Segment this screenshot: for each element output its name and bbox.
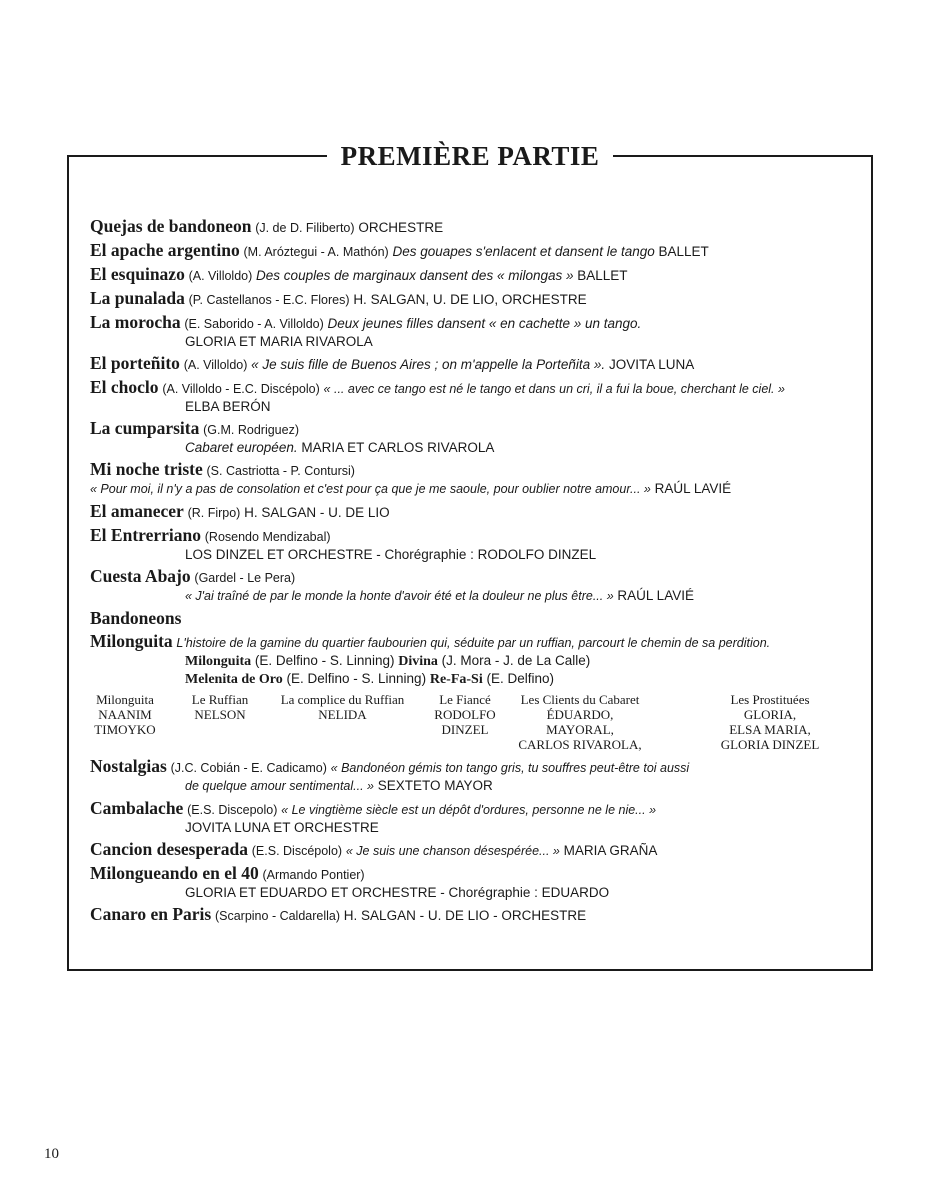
- performer: MARIA ET CARLOS RIVAROLA: [301, 440, 495, 455]
- cast-name: ELSA MARIA,: [729, 722, 811, 737]
- song-authors: (Gardel - Le Pera): [194, 571, 296, 585]
- song-authors: (J. de D. Filiberto): [255, 221, 355, 235]
- milonguita-entry: [90, 633, 870, 752]
- sub-song-authors: (E. Delfino): [486, 671, 555, 686]
- song-description: Cabaret européen.: [185, 440, 298, 455]
- song-title: Canaro en Paris: [90, 904, 212, 924]
- cast-column: [430, 692, 500, 737]
- cast-name: MAYORAL,: [546, 722, 614, 737]
- song-description: « ... avec ce tango est né le tango et dans un cri, il a fui la boue, cherchant le ciel. »: [323, 382, 785, 396]
- song-authors: (E.S. Discepolo): [187, 803, 278, 817]
- song-description: de quelque amour sentimental... »: [185, 779, 375, 793]
- program-entry: [90, 865, 870, 901]
- cast-role: Les Prostituées: [730, 692, 810, 707]
- program-entry: [90, 503, 870, 522]
- performer: LOS DINZEL ET ORCHESTRE - Chorégraphie : RODOLFO DINZEL: [185, 547, 597, 562]
- song-authors: (S. Castriotta - P. Contursi): [206, 464, 355, 478]
- song-title: La morocha: [90, 312, 181, 332]
- song-authors: (A. Villoldo - E.C. Discépolo): [162, 382, 320, 396]
- cast-table: [90, 692, 870, 752]
- program-entry: [90, 242, 870, 261]
- program-entry: [90, 568, 870, 605]
- section-title: PREMIÈRE PARTIE: [327, 141, 614, 171]
- sub-song-title: Milonguita: [185, 654, 252, 669]
- song-title: Mi noche triste: [90, 459, 203, 479]
- song-title: Cuesta Abajo: [90, 566, 191, 586]
- performer: JOVITA LUNA ET ORCHESTRE: [185, 820, 379, 835]
- cast-role: La complice du Ruffian: [280, 692, 405, 707]
- song-description: « Bandonéon gémis ton tango gris, tu souffres peut-être toi aussi: [330, 761, 690, 775]
- cast-name: GLORIA DINZEL: [720, 737, 820, 752]
- song-authors: (E.S. Discépolo): [251, 844, 343, 858]
- song-authors: (Armando Pontier): [262, 868, 365, 882]
- program-entry: [90, 218, 870, 237]
- program-entry: [90, 527, 870, 563]
- song-authors: (M. Aróztegui - A. Mathón): [243, 245, 389, 259]
- song-title: El amanecer: [90, 501, 184, 521]
- sub-song-authors: (J. Mora - J. de La Calle): [441, 653, 591, 668]
- song-title: Nostalgias: [90, 756, 167, 776]
- song-title: Cancion desesperada: [90, 839, 248, 859]
- song-description: « Le vingtième siècle est un dépôt d'ordures, personne ne le nie... »: [281, 803, 657, 817]
- song-description: Deux jeunes filles dansent « en cachette » un tango.: [327, 316, 642, 331]
- song-authors: (G.M. Rodriguez): [203, 423, 299, 437]
- song-authors: (A. Villoldo): [183, 358, 248, 372]
- sub-song-title: Re-Fa-Si: [429, 672, 483, 687]
- song-authors: (P. Castellanos - E.C. Flores): [188, 293, 350, 307]
- cast-role: Le Ruffian: [191, 692, 249, 707]
- song-title: El porteñito: [90, 353, 180, 373]
- song-title: Cambalache: [90, 798, 184, 818]
- song-title: Milonguita: [90, 631, 173, 651]
- performer: JOVITA LUNA: [608, 357, 695, 372]
- cast-role: Le Fiancé: [439, 692, 491, 707]
- song-description: Des couples de marginaux dansent des « milongas »: [256, 268, 574, 283]
- song-authors: (Scarpino - Caldarella): [214, 909, 341, 923]
- program-entry: [90, 841, 870, 860]
- cast-name: NELIDA: [318, 707, 367, 722]
- cast-name: TIMOYKO: [94, 722, 156, 737]
- song-description: « Pour moi, il n'y a pas de consolation et c'est pour ça que je me saoule, pour oublier notre amour... »: [90, 482, 651, 496]
- song-description: « Je suis fille de Buenos Aires ; on m'appelle la Porteñita ».: [251, 357, 606, 372]
- song-title: El choclo: [90, 377, 159, 397]
- song-title: La cumparsita: [90, 418, 200, 438]
- program-entry: [90, 800, 870, 836]
- performer: ORCHESTRE: [358, 220, 444, 235]
- cast-name: NAANIM: [98, 707, 152, 722]
- cast-column: [710, 692, 830, 752]
- song-description: « Je suis une chanson désespérée... »: [345, 844, 560, 858]
- song-title: El apache argentino: [90, 240, 240, 260]
- song-description: « J'ai traîné de par le monde la honte d'avoir été et la douleur ne plus être... »: [185, 589, 614, 603]
- program-entry: [90, 379, 870, 415]
- song-title: El Entrerriano: [90, 525, 201, 545]
- song-title: Bandoneons: [90, 608, 182, 628]
- program-entry: [90, 610, 870, 628]
- cast-role: Les Clients du Cabaret: [520, 692, 640, 707]
- cast-name: NELSON: [194, 707, 246, 722]
- cast-name: ÉDUARDO,: [546, 707, 614, 722]
- sub-song-title: Melenita de Oro: [185, 672, 283, 687]
- sub-song-title: Divina: [398, 654, 438, 669]
- performer: H. SALGAN - U. DE LIO: [244, 505, 390, 520]
- song-title: El esquinazo: [90, 264, 185, 284]
- performer: GLORIA ET MARIA RIVAROLA: [185, 334, 373, 349]
- song-title: Milongueando en el 40: [90, 863, 259, 883]
- cast-name: DINZEL: [441, 722, 489, 737]
- program-entry: [90, 266, 870, 285]
- performer: BALLET: [577, 268, 628, 283]
- performer: GLORIA ET EDUARDO ET ORCHESTRE - Chorégraphie : EDUARDO: [185, 885, 610, 900]
- section-title-wrap: [69, 141, 871, 172]
- song-title: Quejas de bandoneon: [90, 216, 252, 236]
- program-entry: [90, 355, 870, 374]
- program-entry: [90, 758, 870, 795]
- performer: MARIA GRAÑA: [563, 843, 658, 858]
- performer: ELBA BERÓN: [185, 399, 271, 414]
- song-title: La punalada: [90, 288, 185, 308]
- performer: H. SALGAN, U. DE LIO, ORCHESTRE: [353, 292, 587, 307]
- cast-name: RODOLFO: [434, 707, 496, 722]
- cast-column: [90, 692, 160, 737]
- song-description: Des gouapes s'enlacent et dansent le tango: [392, 244, 655, 259]
- program-list: [90, 218, 870, 930]
- performer: SEXTETO MAYOR: [377, 778, 493, 793]
- cast-column: [510, 692, 650, 752]
- song-authors: (R. Firpo): [187, 506, 241, 520]
- song-authors: (J.C. Cobián - E. Cadicamo): [170, 761, 327, 775]
- program-entry: [90, 461, 870, 498]
- program-entry: [90, 290, 870, 309]
- performer: H. SALGAN - U. DE LIO - ORCHESTRE: [343, 908, 587, 923]
- performer: RAÚL LAVIÉ: [654, 481, 732, 496]
- performer: BALLET: [658, 244, 709, 259]
- page-number: 10: [44, 1146, 59, 1162]
- cast-name: CARLOS RIVAROLA,: [518, 737, 642, 752]
- program-entry: [90, 314, 870, 350]
- sub-song-authors: (E. Delfino - S. Linning): [286, 671, 427, 686]
- song-authors: (E. Saborido - A. Villoldo): [184, 317, 324, 331]
- sub-song-authors: (E. Delfino - S. Linning): [254, 653, 395, 668]
- song-authors: (Rosendo Mendizabal): [204, 530, 331, 544]
- cast-name: GLORIA,: [743, 707, 797, 722]
- song-description: L'histoire de la gamine du quartier faubourien qui, séduite par un ruffian, parcourt le chemin de sa perdition.: [176, 636, 771, 650]
- cast-column: [270, 692, 415, 722]
- song-authors: (A. Villoldo): [188, 269, 253, 283]
- program-entry: [90, 420, 870, 456]
- program-entry: [90, 906, 870, 925]
- cast-column: [180, 692, 260, 722]
- performer: RAÚL LAVIÉ: [617, 588, 694, 603]
- cast-role: Milonguita: [96, 692, 154, 707]
